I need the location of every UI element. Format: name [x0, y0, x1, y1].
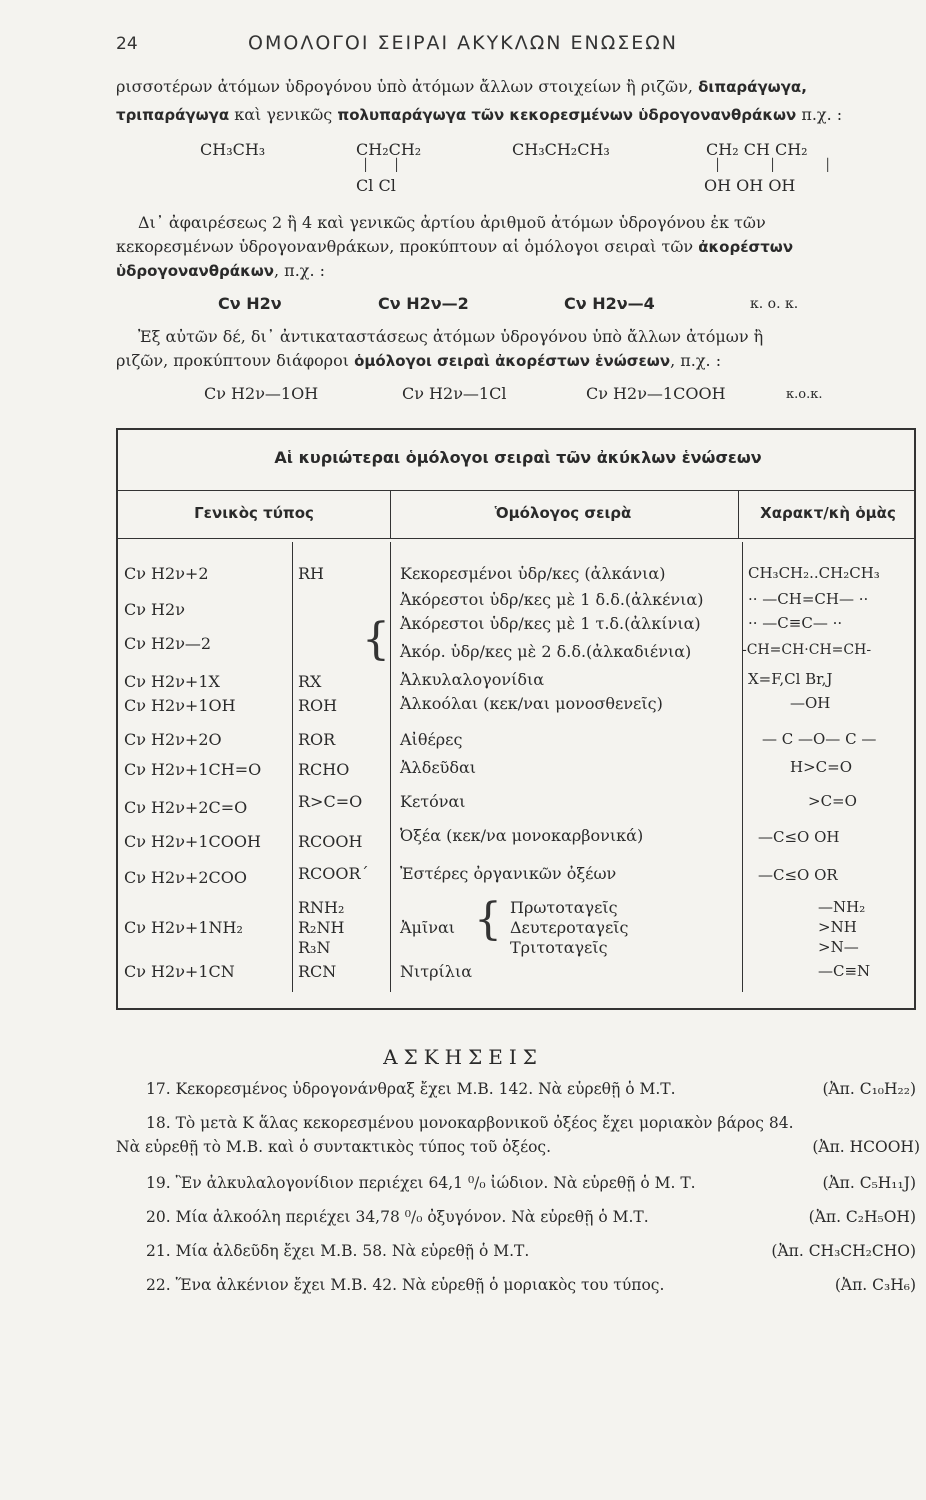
para3-line-2: [116, 350, 916, 372]
characteristic-group: — C —O— C —: [762, 730, 877, 748]
column-divider: [742, 542, 743, 992]
exercise-text: 18. Τὸ μετὰ Κ ἅλας κεκορεσμένου μονοκαρβονικοῦ ὀξέος ἔχει μοριακὸν βάρος 84.: [146, 1114, 794, 1132]
exercise-answer: (Ἀπ. CH₃CH₂CHO): [771, 1242, 916, 1260]
exercise-answer: (Ἀπ. HCOOH): [812, 1138, 920, 1156]
page-number: 24: [116, 34, 138, 54]
exercise-item: [146, 1274, 916, 1296]
characteristic-group: X=F,Cl Br,J: [748, 670, 833, 688]
series-name: Ἀκόρεστοι ὑδρ/κες μὲ 1 δ.δ.(ἀλκένια): [400, 590, 704, 609]
exercise-text: 19. Ἓν ἀλκυλαλογονίδιον περιέχει 64,1 ⁰/₀ ἰώδιον. Νὰ εὑρεθῇ ὁ Μ. Τ.: [146, 1174, 696, 1192]
general-formula: Cν H2ν: [124, 600, 185, 619]
characteristic-group: ·· —C≡C— ··: [748, 614, 843, 632]
characteristic-group: ·· —CH=CH— ··: [748, 590, 869, 608]
derived-etc: κ.ο.κ.: [786, 387, 823, 402]
general-formula: Cν H2ν+2C=O: [124, 798, 248, 817]
structural-formula: RH: [298, 564, 324, 583]
para3-text: , π.χ. :: [670, 351, 722, 370]
intro-text: καὶ γενικῶς: [229, 105, 338, 124]
column-divider: [738, 490, 739, 538]
series-name: Ἀκόρ. ὑδρ/κες μὲ 2 δ.δ.(ἀλκαδιένια): [400, 642, 692, 661]
general-formula: Cν H2ν+1CN: [124, 962, 235, 981]
series-name: Ἀλδεῦδαι: [400, 758, 477, 777]
exercise-answer: (Ἀπ. C₁₀H₂₂): [822, 1080, 916, 1098]
bond-lines-2: │ │ │: [714, 158, 854, 172]
formula-dichloroethane: CH₂CH₂: [356, 140, 422, 159]
para2-line-2: [116, 236, 916, 258]
structural-formula: ROR: [298, 730, 336, 749]
series-name: Ἀλκυλαλογονίδια: [400, 670, 545, 689]
characteristic-group: >C=O: [808, 792, 857, 810]
characteristic-group: >NH: [818, 918, 857, 936]
exercise-item: [116, 1136, 920, 1158]
intro-bold-term: τριπαράγωγα: [116, 106, 230, 124]
series-name: Ἀμῖναι: [400, 918, 456, 937]
general-formula: Cν H2ν—2: [124, 634, 212, 653]
substituents-oh: OH OH OH: [704, 176, 796, 195]
formula-propane: CH₃CH₂CH₃: [512, 140, 610, 159]
derived-chloride: Cν H2ν—1Cl: [402, 384, 507, 403]
exercises-title: ΑΣΚΗΣΕΙΣ: [383, 1045, 543, 1069]
general-formula: Cν H2ν+2: [124, 564, 209, 583]
exercise-answer: (Ἀπ. C₅H₁₁J): [822, 1174, 916, 1192]
amine-type: Δευτεροταγεῖς: [510, 918, 629, 937]
column-divider: [390, 490, 391, 538]
formula-glycerol: CH₂ CH CH₂: [706, 140, 808, 159]
series-alkenes: Cν H2ν: [218, 294, 282, 313]
structural-formula: RCHO: [298, 760, 350, 779]
homologous-series-table: [116, 428, 916, 1010]
series-name: Ὀξέα (κεκ/να μονοκαρβονικά): [400, 826, 644, 845]
amine-type: Πρωτοταγεῖς: [510, 898, 618, 917]
series-name: Αἰθέρες: [400, 730, 463, 749]
column-header-general: Γενικὸς τύπος: [194, 504, 314, 522]
exercise-item: [146, 1172, 916, 1194]
para2-bold-term: ὑδρογονανθράκων: [116, 262, 274, 280]
structural-formula: ROH: [298, 696, 338, 715]
exercise-answer: (Ἀπ. C₃H₆): [834, 1276, 916, 1294]
exercise-text: 22. Ἕνα ἀλκένιον ἔχει Μ.Β. 42. Νὰ εὑρεθῇ ὁ μοριακὸς του τύπος.: [146, 1276, 665, 1294]
general-formula: Cν H2ν+1CH=O: [124, 760, 262, 779]
formula-ethane: CH₃CH₃: [200, 140, 266, 159]
characteristic-group: -CH=CH·CH=CH-: [742, 642, 872, 658]
page-header: [0, 30, 926, 60]
structural-formula: RCOOR´: [298, 864, 369, 883]
intro-line-1: [116, 76, 916, 98]
series-name: Ἀκόρεστοι ὑδρ/κες μὲ 1 τ.δ.(ἀλκίνια): [400, 614, 701, 633]
column-divider: [390, 542, 391, 992]
series-name: Ἀλκοόλαι (κεκ/ναι μονοσθενεῖς): [400, 694, 663, 713]
exercise-item: [146, 1240, 916, 1262]
para2-bold-term: ἀκορέστων: [698, 238, 794, 256]
para3-line-1: Ἐξ αὐτῶν δέ, δι᾽ ἀντικαταστάσεως ἀτόμων ὑδρογόνου ὑπὸ ἄλλων ἀτόμων ἢ: [138, 327, 764, 346]
characteristic-group: >N—: [818, 938, 859, 956]
amine-type: Τριτοταγεῖς: [510, 938, 608, 957]
series-etc: κ. ο. κ.: [750, 296, 799, 312]
characteristic-group: CH₃CH₂..CH₂CH₃: [748, 564, 880, 582]
intro-text: ρισσοτέρων ἀτόμων ὑδρογόνου ὑπὸ ἀτόμων ἄλλων στοιχείων ἢ ριζῶν,: [116, 77, 699, 96]
brace-icon: {: [362, 614, 390, 665]
general-formula: Cν H2ν+1OH: [124, 696, 236, 715]
table-divider: [118, 490, 914, 491]
general-formula: Cν H2ν+1X: [124, 672, 220, 691]
exercise-item: [146, 1206, 916, 1228]
intro-bold-term: διπαράγωγα,: [698, 78, 807, 96]
exercise-text: 17. Κεκορεσμένος ὑδρογονάνθραξ ἔχει Μ.Β. 142. Νὰ εὑρεθῇ ὁ Μ.Τ.: [146, 1080, 676, 1098]
characteristic-group: —C≤O OR: [758, 866, 838, 884]
structural-formula: RCN: [298, 962, 337, 981]
characteristic-group: —OH: [790, 694, 831, 712]
structural-formula: RX: [298, 672, 322, 691]
series-dienes: Cν H2ν—4: [564, 294, 655, 313]
para2-text: κεκορεσμένων ὑδρογονανθράκων, προκύπτουν αἱ ὁμόλογοι σειραὶ τῶν: [116, 237, 699, 256]
intro-bold-term: πολυπαράγωγα τῶν κεκορεσμένων ὑδρογονανθράκων: [337, 106, 797, 124]
column-header-series: Ὁμόλογος σειρὰ: [494, 504, 632, 522]
series-name: Κεκορεσμένοι ὑδρ/κες (ἀλκάνια): [400, 564, 666, 583]
general-formula: Cν H2ν+1NH₂: [124, 918, 243, 937]
exercise-text: 20. Μία ἀλκοόλη περιέχει 34,78 ⁰/₀ ὀξυγόνον. Νὰ εὑρεθῇ ὁ Μ.Τ.: [146, 1208, 649, 1226]
series-alkynes: Cν H2ν—2: [378, 294, 469, 313]
series-name: Νιτρίλια: [400, 962, 473, 981]
structural-formula: RNH₂: [298, 898, 345, 917]
general-formula: Cν H2ν+2COO: [124, 868, 247, 887]
para2-line-1: Δι᾽ ἀφαιρέσεως 2 ἢ 4 καὶ γενικῶς ἀρτίου ἀριθμοῦ ἀτόμων ὑδρογόνου ἐκ τῶν: [138, 213, 766, 232]
general-formula: Cν H2ν+1COOH: [124, 832, 261, 851]
para2-line-3: [116, 260, 916, 282]
intro-line-2: [116, 104, 916, 126]
brace-icon: {: [474, 894, 502, 945]
bond-lines-1: │ │: [362, 158, 411, 172]
characteristic-group: —C≡N: [818, 962, 871, 980]
series-name: Ἐστέρες ὀργανικῶν ὀξέων: [400, 864, 617, 883]
characteristic-group: —NH₂: [818, 898, 866, 916]
structural-formula: R₂NH: [298, 918, 345, 937]
derived-acid: Cν H2ν—1COOH: [586, 384, 726, 403]
para3-bold-term: ὁμόλογοι σειραὶ ἀκορέστων ἑνώσεων: [354, 352, 671, 370]
para2-text: , π.χ. :: [274, 261, 326, 280]
table-divider: [118, 538, 914, 539]
substituents-cl: Cl Cl: [356, 176, 396, 195]
page-title: ΟΜΟΛΟΓΟΙ ΣΕΙΡΑΙ ΑΚΥΚΛΩΝ ΕΝΩΣΕΩΝ: [248, 32, 678, 54]
structural-formula: R>C=O: [298, 792, 363, 811]
characteristic-group: —C≤O OH: [758, 828, 840, 846]
column-header-group: Χαρακτ/κὴ ὁμὰς: [760, 504, 896, 522]
exercise-text: Νὰ εὑρεθῇ τὸ Μ.Β. καὶ ὁ συντακτικὸς τύπος τοῦ ὀξέος.: [116, 1138, 552, 1156]
characteristic-group: H>C=O: [790, 758, 852, 776]
series-name: Κετόναι: [400, 792, 466, 811]
exercise-answer: (Ἀπ. C₂H₅OH): [808, 1208, 916, 1226]
structural-formula: RCOOH: [298, 832, 363, 851]
column-divider: [292, 542, 293, 992]
structural-formula: R₃N: [298, 938, 331, 957]
para3-text: ριζῶν, προκύπτουν διάφοροι: [116, 351, 355, 370]
table-title: Αἱ κυριώτεραι ὁμόλογοι σειραὶ τῶν ἀκύκλων ἑνώσεων: [274, 448, 762, 467]
intro-text: π.χ. :: [796, 105, 843, 124]
exercise-item: [146, 1078, 916, 1100]
derived-alcohol: Cν H2ν—1OH: [204, 384, 319, 403]
general-formula: Cν H2ν+2O: [124, 730, 222, 749]
exercise-item: [146, 1112, 916, 1134]
exercise-text: 21. Μία ἀλδεῦδη ἔχει Μ.Β. 58. Νὰ εὑρεθῇ ὁ Μ.Τ.: [146, 1242, 530, 1260]
